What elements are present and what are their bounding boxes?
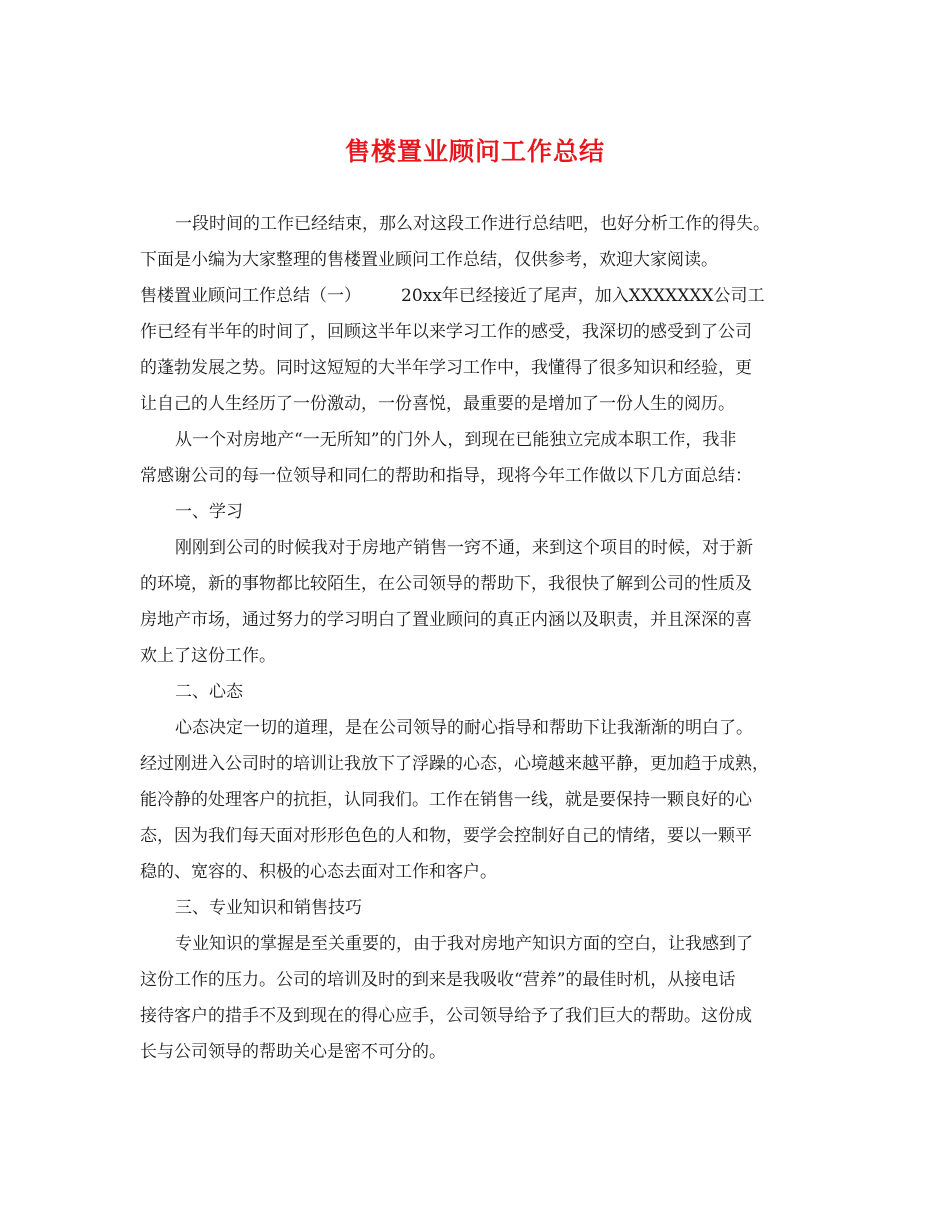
paragraph-line: 刚刚到公司的时候我对于房地产销售一窍不通，来到这个项目的时候，对于新 [175, 538, 753, 558]
paragraph-line: 长与公司领导的帮助关心是密不可分的。 [140, 1042, 446, 1062]
section-heading: 一、学习 [175, 502, 243, 522]
paragraph-line: 一段时间的工作已经结束，那么对这段工作进行总结吧，也好分析工作的得失。 [175, 214, 770, 234]
section-heading: 二、心态 [175, 682, 243, 702]
paragraph-line: 的环境，新的事物都比较陌生，在公司领导的帮助下，我很快了解到公司的性质及 [140, 574, 752, 594]
section-heading: 三、专业知识和销售技巧 [175, 898, 362, 918]
paragraph-line: 作已经有半年的时间了，回顾这半年以来学习工作的感受，我深切的感受到了公司 [140, 322, 752, 342]
paragraph-line: 这份工作的压力。公司的培训及时的到来是我吸收“营养”的最佳时机，从接电话 [140, 970, 736, 990]
paragraph-line: 从一个对房地产“一无所知”的门外人，到现在已能独立完成本职工作，我非 [175, 430, 737, 450]
paragraph-line: 经过刚进入公司时的培训让我放下了浮躁的心态，心境越来越平静，更加趋于成熟， [140, 754, 769, 774]
paragraph-line: 让自己的人生经历了一份激动，一份喜悦，最重要的是增加了一份人生的阅历。 [140, 394, 735, 414]
document-body [140, 206, 830, 1070]
document-title: 售楼置业顾问工作总结 [344, 137, 605, 166]
paragraph-line: 专业知识的掌握是至关重要的，由于我对房地产知识方面的空白，让我感到了 [175, 934, 753, 954]
paragraph-line: 房地产市场，通过努力的学习明白了置业顾问的真正内涵以及职责，并且深深的喜 [140, 610, 752, 630]
paragraph-line: 的蓬勃发展之势。同时这短短的大半年学习工作中，我懂得了很多知识和经验，更 [140, 358, 752, 378]
paragraph-line: 欢上了这份工作。 [140, 646, 276, 666]
section-heading: 售楼置业顾问工作总结（一） [140, 286, 361, 306]
paragraph-line: 下面是小编为大家整理的售楼置业顾问工作总结，仅供参考，欢迎大家阅读。 [140, 250, 718, 270]
paragraph-line: 稳的、宽容的、积极的心态去面对工作和客户。 [140, 862, 497, 882]
paragraph-line: 接待客户的措手不及到现在的得心应手，公司领导给予了我们巨大的帮助。这份成 [140, 1006, 752, 1026]
paragraph-line: 能冷静的处理客户的抗拒，认同我们。工作在销售一线，就是要保持一颗良好的心 [140, 790, 752, 810]
paragraph-text: 20xx年已经接近了尾声，加入XXXXXXX公司工 [401, 286, 765, 306]
paragraph-line: 心态决定一切的道理，是在公司领导的耐心指导和帮助下让我渐渐的明白了。 [175, 718, 753, 738]
section-heading-line [140, 278, 830, 314]
paragraph-line: 态，因为我们每天面对形形色色的人和物，要学会控制好自己的情绪，要以一颗平 [140, 826, 752, 846]
paragraph-line: 常感谢公司的每一位领导和同仁的帮助和指导，现将今年工作做以下几方面总结： [140, 466, 752, 486]
